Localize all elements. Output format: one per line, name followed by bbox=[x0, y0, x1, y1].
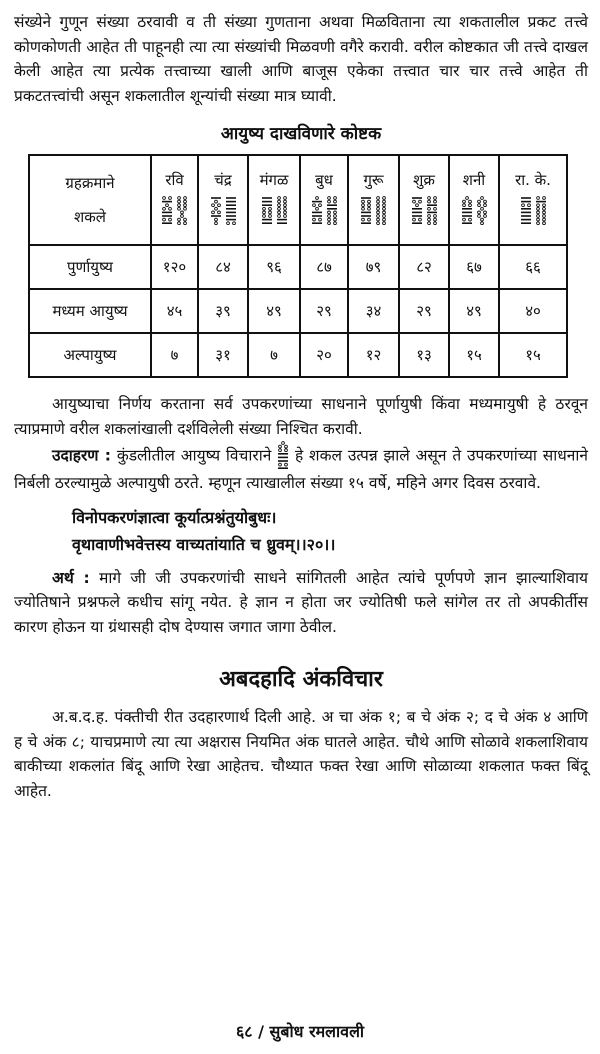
shape-dot-mark bbox=[163, 207, 166, 210]
ramal-shape bbox=[375, 196, 387, 226]
shape-dot-mark bbox=[542, 222, 545, 225]
planet-header bbox=[198, 155, 248, 245]
shape-dot-mark bbox=[279, 463, 282, 466]
shape-dot-mark bbox=[462, 218, 465, 221]
ramal-shape bbox=[276, 196, 288, 226]
shape-line-mark bbox=[412, 208, 422, 210]
shape-dot-mark bbox=[483, 204, 486, 207]
shape-line-mark bbox=[427, 212, 437, 214]
ramal-shape bbox=[411, 196, 423, 226]
shape-dot-mark bbox=[383, 211, 386, 214]
shape-dot-mark bbox=[282, 442, 285, 445]
shape-line-mark bbox=[327, 208, 337, 210]
shape-dot-mark bbox=[468, 218, 471, 221]
section-heading: अबदहादि अंकविचार bbox=[219, 667, 383, 692]
planet-name: रा. के. bbox=[515, 171, 551, 189]
shape-line-mark bbox=[327, 204, 337, 206]
shape-dot-mark bbox=[169, 197, 172, 200]
shape-line-mark bbox=[521, 212, 531, 214]
shape-dot-mark bbox=[214, 218, 217, 221]
shape-line-mark bbox=[412, 215, 422, 217]
table-cell: ७९ bbox=[348, 245, 399, 289]
shape-dot-mark bbox=[536, 204, 539, 207]
shape-dot-mark bbox=[521, 204, 524, 207]
shape-dot-mark bbox=[383, 197, 386, 200]
shape-line-mark bbox=[262, 204, 272, 206]
table-cell: ६६ bbox=[499, 245, 567, 289]
shape-line-mark bbox=[226, 204, 236, 206]
shape-dot-mark bbox=[383, 200, 386, 203]
shape-line-mark bbox=[312, 222, 322, 224]
shape-figure bbox=[311, 196, 338, 226]
shape-dot-mark bbox=[184, 197, 187, 200]
shape-dot-mark bbox=[542, 197, 545, 200]
shape-line-mark bbox=[521, 215, 531, 217]
table-cell: ७ bbox=[248, 333, 300, 377]
shape-dot-mark bbox=[542, 204, 545, 207]
shape-dot-mark bbox=[283, 207, 286, 210]
shape-dot-mark bbox=[217, 211, 220, 214]
abdahadi-paragraph: अ.ब.द.ह. पंक्तीची रीत उदहारणार्थ दिली आहे. अ चा अंक १; ब चे अंक २; द चे अंक ४ आणि ह चे अंक ८; याचप्रमाणे त्या त्या अक्षरास नियमित अंक घातले आहेत. चौथे आणि सोळावे शकलाशिवाय बाकीच्या शकलांत बिंदू आणि रेखा आहेतच. चौथ्यात फक्त रेखा आणि सोळाव्या शकलात फक्त बिंदू आहेत. bbox=[14, 708, 588, 800]
shape-dot-mark bbox=[333, 200, 336, 203]
table-cell: २९ bbox=[300, 289, 348, 333]
shape-dot-mark bbox=[214, 222, 217, 225]
decision-paragraph: आयुष्याचा निर्णय करताना सर्व उपकरणांच्या साधनाने पूर्णायुषी किंवा मध्यमायुषी हे ठरवून त्याप्रमाणे वरील शकलांखाली दर्शविलेली संख्या निश्चित करावी. bbox=[14, 395, 588, 438]
ramal-shape bbox=[520, 196, 532, 226]
shape-figure bbox=[360, 196, 387, 226]
corner-cell bbox=[29, 155, 151, 245]
shape-dot-mark bbox=[362, 204, 365, 207]
shape-line-mark bbox=[226, 208, 236, 210]
ramal-shape bbox=[426, 196, 438, 226]
table-cell: ४० bbox=[499, 289, 567, 333]
shape-line-mark bbox=[262, 219, 272, 221]
shape-line-mark bbox=[462, 215, 472, 217]
planet-header bbox=[151, 155, 198, 245]
shape-dot-mark bbox=[362, 218, 365, 221]
example-text-start: कुंडलीतील आयुष्य विचाराने bbox=[116, 446, 272, 465]
shape-dot-mark bbox=[418, 218, 421, 221]
shape-dot-mark bbox=[477, 204, 480, 207]
shape-figure bbox=[161, 196, 188, 226]
shape-dot-mark bbox=[433, 218, 436, 221]
shape-dot-mark bbox=[262, 207, 265, 210]
table-cell: १५ bbox=[499, 333, 567, 377]
ramal-shape bbox=[535, 196, 547, 226]
table-cell: ७ bbox=[151, 333, 198, 377]
shape-dot-mark bbox=[415, 204, 418, 207]
row-label: अल्पायुष्य bbox=[29, 333, 151, 377]
shape-dot-mark bbox=[327, 218, 330, 221]
shape-dot-mark bbox=[214, 200, 217, 203]
shape-line-mark bbox=[226, 212, 236, 214]
ramal-shape bbox=[176, 196, 188, 226]
sloka-block bbox=[14, 504, 588, 558]
planet-header bbox=[399, 155, 449, 245]
shape-dot-mark bbox=[262, 215, 265, 218]
table-cell: ६७ bbox=[449, 245, 499, 289]
table-header-row bbox=[29, 155, 567, 245]
shape-dot-mark bbox=[268, 207, 271, 210]
shape-dot-mark bbox=[536, 207, 539, 210]
shape-dot-mark bbox=[377, 211, 380, 214]
page bbox=[14, 10, 588, 803]
shape-dot-mark bbox=[169, 218, 172, 221]
shape-line-mark bbox=[361, 222, 371, 224]
shape-line-mark bbox=[278, 453, 288, 455]
shape-dot-mark bbox=[184, 207, 187, 210]
shape-dot-mark bbox=[178, 200, 181, 203]
table-cell: २९ bbox=[399, 289, 449, 333]
shape-line-mark bbox=[162, 212, 172, 214]
shape-dot-mark bbox=[418, 200, 421, 203]
shape-figure bbox=[210, 196, 237, 226]
shape-dot-mark bbox=[279, 449, 282, 452]
shape-dot-mark bbox=[483, 215, 486, 218]
shape-dot-mark bbox=[178, 218, 181, 221]
shape-dot-mark bbox=[163, 197, 166, 200]
shape-dot-mark bbox=[211, 211, 214, 214]
shape-line-mark bbox=[412, 212, 422, 214]
table-cell: ८४ bbox=[198, 245, 248, 289]
ramal-shape bbox=[161, 196, 173, 226]
planet-header bbox=[499, 155, 567, 245]
shape-dot-mark bbox=[377, 204, 380, 207]
shape-dot-mark bbox=[536, 197, 539, 200]
shape-dot-mark bbox=[333, 211, 336, 214]
shape-line-mark bbox=[211, 215, 221, 217]
table-cell: १३ bbox=[399, 333, 449, 377]
shape-dot-mark bbox=[362, 207, 365, 210]
shape-dot-mark bbox=[412, 200, 415, 203]
shape-figure bbox=[277, 441, 289, 471]
shape-dot-mark bbox=[226, 222, 229, 225]
shape-dot-mark bbox=[285, 463, 288, 466]
example-text-end: हे शकल उत्पन्न झाले असून ते उपकरणांच्या साधनाने निर्बली ठरल्यामुळे अल्पायुषी ठरते. म्हणून त्याखालील संख्या १५ वर्षे, महिने अगर दिवस ठरवावे. bbox=[14, 446, 588, 492]
shape-line-mark bbox=[536, 201, 546, 203]
ramal-shape bbox=[461, 196, 473, 226]
shape-line-mark bbox=[361, 212, 371, 214]
table-cell: ३९ bbox=[198, 289, 248, 333]
shape-dot-mark bbox=[462, 200, 465, 203]
shape-dot-mark bbox=[166, 204, 169, 207]
shape-figure bbox=[520, 196, 547, 226]
corner-label-1: ग्रहक्रमाने bbox=[65, 174, 115, 192]
shape-line-mark bbox=[226, 201, 236, 203]
shape-dot-mark bbox=[542, 207, 545, 210]
shape-dot-mark bbox=[527, 204, 530, 207]
shape-line-mark bbox=[412, 197, 422, 199]
shape-dot-mark bbox=[285, 445, 288, 448]
shape-line-mark bbox=[312, 215, 322, 217]
example-label: उदाहरण : bbox=[52, 446, 112, 465]
planet-name: रवि bbox=[165, 171, 184, 189]
shape-dot-mark bbox=[315, 207, 318, 210]
shape-dot-mark bbox=[169, 207, 172, 210]
table-cell: ८२ bbox=[399, 245, 449, 289]
table-cell: ४९ bbox=[449, 289, 499, 333]
shape-dot-mark bbox=[542, 218, 545, 221]
shape-dot-mark bbox=[433, 200, 436, 203]
shape-dot-mark bbox=[315, 197, 318, 200]
sloka-line: विनोपकरणंज्ञात्वा कूर्यात्प्रश्नंतुयोबुधः। bbox=[72, 507, 277, 527]
shape-line-mark bbox=[462, 208, 472, 210]
shape-dot-mark bbox=[368, 204, 371, 207]
shape-line-mark bbox=[462, 212, 472, 214]
shape-line-mark bbox=[521, 197, 531, 199]
shape-dot-mark bbox=[383, 218, 386, 221]
shape-line-mark bbox=[162, 222, 172, 224]
table-row bbox=[29, 289, 567, 333]
shape-dot-mark bbox=[480, 207, 483, 210]
shape-dot-mark bbox=[283, 211, 286, 214]
shape-dot-mark bbox=[285, 449, 288, 452]
shape-dot-mark bbox=[477, 200, 480, 203]
planet-name: बुध bbox=[315, 171, 333, 189]
shape-dot-mark bbox=[480, 222, 483, 225]
table-cell: ४५ bbox=[151, 289, 198, 333]
table-cell: १५ bbox=[449, 333, 499, 377]
table-row bbox=[29, 245, 567, 289]
shape-line-mark bbox=[521, 201, 531, 203]
shape-dot-mark bbox=[327, 215, 330, 218]
table-cell: ३१ bbox=[198, 333, 248, 377]
shape-line-mark bbox=[521, 219, 531, 221]
shape-dot-mark bbox=[277, 197, 280, 200]
shape-dot-mark bbox=[277, 211, 280, 214]
shape-dot-mark bbox=[333, 218, 336, 221]
shape-dot-mark bbox=[536, 222, 539, 225]
table-cell: २० bbox=[300, 333, 348, 377]
shape-dot-mark bbox=[383, 207, 386, 210]
table-cell: ४९ bbox=[248, 289, 300, 333]
shape-dot-mark bbox=[178, 197, 181, 200]
shape-dot-mark bbox=[268, 215, 271, 218]
planet-name: शुक्र bbox=[413, 171, 435, 189]
planet-name: चंद्र bbox=[214, 171, 232, 189]
shape-dot-mark bbox=[232, 222, 235, 225]
shape-line-mark bbox=[278, 460, 288, 462]
table-cell: ९६ bbox=[248, 245, 300, 289]
shape-dot-mark bbox=[427, 200, 430, 203]
shape-dot-mark bbox=[262, 211, 265, 214]
shape-dot-mark bbox=[327, 222, 330, 225]
shape-dot-mark bbox=[327, 197, 330, 200]
shape-dot-mark bbox=[433, 215, 436, 218]
shape-line-mark bbox=[262, 201, 272, 203]
shape-dot-mark bbox=[542, 211, 545, 214]
shape-dot-mark bbox=[383, 215, 386, 218]
row-label: मध्यम आयुष्य bbox=[29, 289, 151, 333]
planet-name: मंगळ bbox=[259, 171, 289, 189]
shape-dot-mark bbox=[277, 215, 280, 218]
shape-dot-mark bbox=[283, 200, 286, 203]
shape-dot-mark bbox=[368, 218, 371, 221]
shape-line-mark bbox=[312, 201, 322, 203]
shape-line-mark bbox=[226, 219, 236, 221]
planet-header bbox=[300, 155, 348, 245]
shape-dot-mark bbox=[277, 204, 280, 207]
shape-dot-mark bbox=[362, 200, 365, 203]
shape-line-mark bbox=[521, 222, 531, 224]
shape-dot-mark bbox=[377, 197, 380, 200]
shape-line-mark bbox=[262, 222, 272, 224]
page-footer: ६८ / सुबोध रमलावली bbox=[235, 1022, 365, 1041]
shape-line-mark bbox=[278, 467, 288, 469]
shape-dot-mark bbox=[465, 197, 468, 200]
shape-line-mark bbox=[277, 222, 287, 224]
ramal-shape bbox=[326, 196, 338, 226]
shape-dot-mark bbox=[468, 204, 471, 207]
shape-dot-mark bbox=[312, 204, 315, 207]
ramal-shape bbox=[311, 196, 323, 226]
planet-name: शनी bbox=[462, 171, 486, 189]
planet-name: गुरू bbox=[363, 171, 384, 189]
shape-dot-mark bbox=[480, 197, 483, 200]
shape-dot-mark bbox=[184, 218, 187, 221]
shape-dot-mark bbox=[268, 211, 271, 214]
shape-line-mark bbox=[412, 222, 422, 224]
table-cell: ८७ bbox=[300, 245, 348, 289]
shape-dot-mark bbox=[377, 218, 380, 221]
shape-line-mark bbox=[427, 204, 437, 206]
shape-dot-mark bbox=[283, 215, 286, 218]
shape-dot-mark bbox=[184, 204, 187, 207]
shape-dot-mark bbox=[277, 200, 280, 203]
ramal-shape bbox=[210, 196, 222, 226]
planet-header bbox=[449, 155, 499, 245]
shape-dot-mark bbox=[178, 207, 181, 210]
ramal-shape bbox=[476, 196, 488, 226]
shape-line-mark bbox=[226, 215, 236, 217]
shape-line-mark bbox=[162, 201, 172, 203]
shape-dot-mark bbox=[327, 211, 330, 214]
shape-line-mark bbox=[278, 457, 288, 459]
shape-dot-mark bbox=[536, 215, 539, 218]
shape-dot-mark bbox=[480, 218, 483, 221]
shape-line-mark bbox=[277, 219, 287, 221]
table-cell: १२ bbox=[348, 333, 399, 377]
ramal-shape bbox=[360, 196, 372, 226]
shape-dot-mark bbox=[178, 222, 181, 225]
ramal-shape bbox=[277, 441, 289, 471]
shape-figure bbox=[261, 196, 288, 226]
shape-dot-mark bbox=[283, 204, 286, 207]
table-cell: ३४ bbox=[348, 289, 399, 333]
shape-line-mark bbox=[361, 197, 371, 199]
shape-dot-mark bbox=[214, 207, 217, 210]
shape-dot-mark bbox=[433, 222, 436, 225]
shape-dot-mark bbox=[327, 200, 330, 203]
shape-dot-mark bbox=[433, 197, 436, 200]
shape-dot-mark bbox=[184, 222, 187, 225]
shape-dot-mark bbox=[383, 204, 386, 207]
shape-dot-mark bbox=[377, 222, 380, 225]
shape-dot-mark bbox=[542, 215, 545, 218]
shape-line-mark bbox=[521, 208, 531, 210]
planet-header bbox=[248, 155, 300, 245]
planet-header bbox=[348, 155, 399, 245]
shape-dot-mark bbox=[468, 200, 471, 203]
shape-dot-mark bbox=[333, 197, 336, 200]
shape-dot-mark bbox=[433, 207, 436, 210]
meaning-label: अर्थ : bbox=[52, 568, 90, 587]
corner-label-2: शकले bbox=[74, 208, 106, 226]
shape-figure bbox=[411, 196, 438, 226]
shape-dot-mark bbox=[477, 215, 480, 218]
shape-dot-mark bbox=[163, 218, 166, 221]
shape-dot-mark bbox=[181, 215, 184, 218]
shape-dot-mark bbox=[412, 218, 415, 221]
shape-line-mark bbox=[361, 215, 371, 217]
shape-dot-mark bbox=[368, 207, 371, 210]
shape-dot-mark bbox=[427, 222, 430, 225]
shape-dot-mark bbox=[184, 200, 187, 203]
shape-dot-mark bbox=[181, 211, 184, 214]
shape-dot-mark bbox=[368, 200, 371, 203]
shape-dot-mark bbox=[462, 204, 465, 207]
shape-dot-mark bbox=[211, 204, 214, 207]
shape-dot-mark bbox=[333, 222, 336, 225]
table-row bbox=[29, 333, 567, 377]
lifespan-table bbox=[28, 154, 568, 378]
shape-line-mark bbox=[312, 212, 322, 214]
ramal-shape bbox=[261, 196, 273, 226]
shape-dot-mark bbox=[427, 207, 430, 210]
sloka-line: वृथावाणीभवेत्तस्य वाच्यतांयाति च ध्रुवम्।।२०।। bbox=[72, 534, 336, 554]
shape-dot-mark bbox=[377, 200, 380, 203]
shape-dot-mark bbox=[427, 215, 430, 218]
shape-dot-mark bbox=[279, 445, 282, 448]
shape-line-mark bbox=[262, 197, 272, 199]
row-label: पुर्णायुष्य bbox=[29, 245, 151, 289]
shape-dot-mark bbox=[283, 197, 286, 200]
shape-dot-mark bbox=[536, 218, 539, 221]
shape-dot-mark bbox=[318, 204, 321, 207]
shape-dot-mark bbox=[277, 207, 280, 210]
shape-dot-mark bbox=[483, 211, 486, 214]
shape-dot-mark bbox=[427, 197, 430, 200]
shape-dot-mark bbox=[217, 204, 220, 207]
shape-dot-mark bbox=[178, 204, 181, 207]
shape-line-mark bbox=[226, 197, 236, 199]
table-cell: १२० bbox=[151, 245, 198, 289]
shape-dot-mark bbox=[483, 200, 486, 203]
shape-figure bbox=[461, 196, 488, 226]
intro-paragraph: संख्येने गुणून संख्या ठरवावी व ती संख्या गुणताना अथवा मिळविताना त्या शकतालील प्रकट तत्त्वे कोणकोणती आहेत ती पाहूनही त्या त्या संख्यांची मिळवणी वगैरे करावी. वरील कोष्टकात जी तत्त्वे दाखल केली आहेत त्या प्रत्येक तत्त्वाच्या खाली आणि बाजूस एकेका तत्त्वात चार चार तत्त्वे आहेत ती प्रकटतत्त्वांची असून शकलातील शून्यांची संख्या मात्र घ्यावी. bbox=[14, 13, 588, 105]
shape-dot-mark bbox=[377, 215, 380, 218]
shape-line-mark bbox=[462, 222, 472, 224]
shape-dot-mark bbox=[477, 211, 480, 214]
shape-line-mark bbox=[211, 197, 221, 199]
meaning-paragraph bbox=[14, 566, 588, 640]
shape-line-mark bbox=[162, 215, 172, 217]
shape-dot-mark bbox=[536, 211, 539, 214]
meaning-text: मागे जी जी उपकरणांची साधने सांगितली आहेत त्यांचे पूर्णपणे ज्ञान झाल्याशिवाय ज्योतिषाने प्रश्नफले कधीच सांगू नयेत. हे ज्ञान न होता जर ज्योतिषी फले सांगेल तर तो अपकीर्तीस कारण होऊन या ग्रंथासही दोष देण्यास जगात जागा ठेवील. bbox=[14, 568, 588, 636]
shape-dot-mark bbox=[427, 218, 430, 221]
shape-dot-mark bbox=[312, 218, 315, 221]
example-paragraph bbox=[14, 441, 588, 496]
shape-dot-mark bbox=[333, 215, 336, 218]
shape-dot-mark bbox=[383, 222, 386, 225]
ramal-shape bbox=[225, 196, 237, 226]
table-title: आयुष्य दाखविणारे कोष्टक bbox=[220, 124, 382, 144]
shape-dot-mark bbox=[318, 218, 321, 221]
shape-dot-mark bbox=[377, 207, 380, 210]
